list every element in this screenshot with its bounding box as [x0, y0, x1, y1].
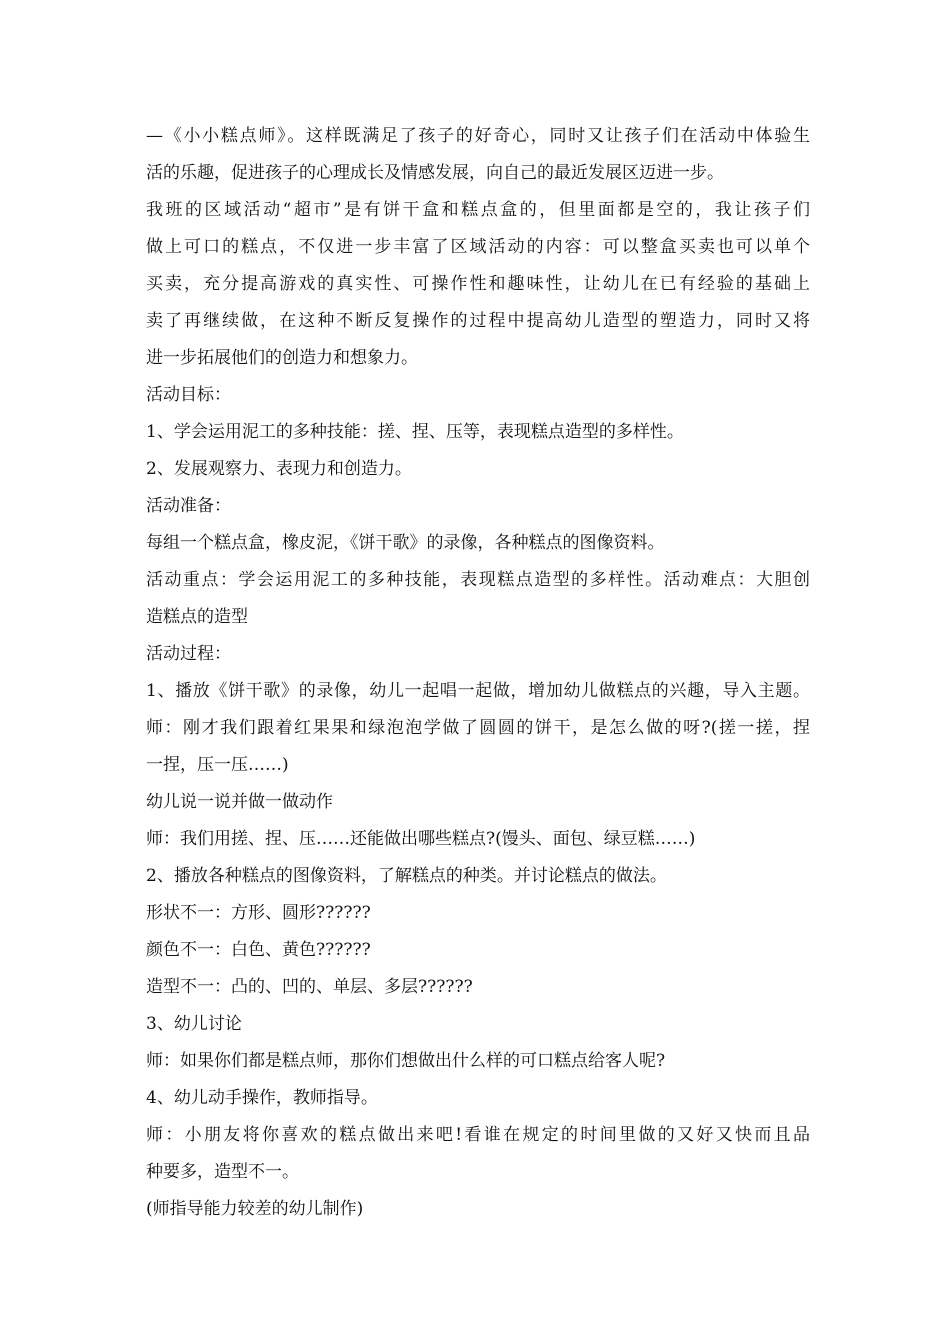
text-line: 造型不一：凸的、凹的、单层、多层??????	[146, 977, 473, 997]
text-line: 活动准备：	[146, 496, 231, 516]
text-line: 活动过程：	[146, 644, 231, 664]
text-line: 我班的区域活动“超市”是有饼干盒和糕点盒的，但里面都是空的，我让孩子们	[146, 200, 810, 220]
text-line: 师：小朋友将你喜欢的糕点做出来吧!看谁在规定的时间里做的又好又快而且品	[146, 1125, 810, 1145]
text-line: 2、发展观察力、表现力和创造力。	[146, 459, 412, 479]
text-line: 1、学会运用泥工的多种技能：搓、捏、压等，表现糕点造型的多样性。	[146, 422, 684, 442]
text-line: 师：如果你们都是糕点师，那你们想做出什么样的可口糕点给客人呢?	[146, 1051, 666, 1071]
text-line: 活的乐趣，促进孩子的心理成长及情感发展，向自己的最近发展区迈进一步。	[146, 163, 724, 183]
text-line: 活动目标：	[146, 385, 231, 405]
text-line: —《小小糕点师》。这样既满足了孩子的好奇心，同时又让孩子们在活动中体验生	[146, 126, 810, 146]
text-line: 卖了再继续做，在这种不断反复操作的过程中提高幼儿造型的塑造力，同时又将	[146, 311, 810, 331]
text-line: 幼儿说一说并做一做动作	[146, 792, 333, 812]
text-line: 1、播放《饼干歌》的录像，幼儿一起唱一起做，增加幼儿做糕点的兴趣，导入主题。	[146, 681, 810, 701]
text-line: 颜色不一：白色、黄色??????	[146, 940, 371, 960]
text-line: 造糕点的造型	[146, 607, 248, 627]
text-line: 师：刚才我们跟着红果果和绿泡泡学做了圆圆的饼干，是怎么做的呀?(搓一搓，捏	[146, 718, 810, 738]
text-line: 进一步拓展他们的创造力和想象力。	[146, 348, 418, 368]
document-page	[146, 118, 810, 1228]
document-body	[146, 118, 810, 1228]
text-line: 活动重点：学会运用泥工的多种技能，表现糕点造型的多样性。活动难点：大胆创	[146, 570, 810, 590]
text-line: 每组一个糕点盒，橡皮泥，《饼干歌》的录像，各种糕点的图像资料。	[146, 533, 665, 553]
text-line: 4、幼儿动手操作，教师指导。	[146, 1088, 378, 1108]
text-line: 一捏，压一压……)	[146, 755, 289, 775]
text-line: 形状不一：方形、圆形??????	[146, 903, 371, 923]
text-line: (师指导能力较差的幼儿制作)	[146, 1199, 364, 1219]
text-line: 师：我们用搓、捏、压……还能做出哪些糕点?(馒头、面包、绿豆糕……)	[146, 829, 696, 849]
text-line: 3、幼儿讨论	[146, 1014, 242, 1034]
text-line: 种要多，造型不一。	[146, 1162, 299, 1182]
text-line: 做上可口的糕点，不仅进一步丰富了区域活动的内容：可以整盒买卖也可以单个	[146, 237, 810, 257]
text-line: 买卖，充分提高游戏的真实性、可操作性和趣味性，让幼儿在已有经验的基础上	[146, 274, 810, 294]
text-line: 2、播放各种糕点的图像资料，了解糕点的种类。并讨论糕点的做法。	[146, 866, 667, 886]
